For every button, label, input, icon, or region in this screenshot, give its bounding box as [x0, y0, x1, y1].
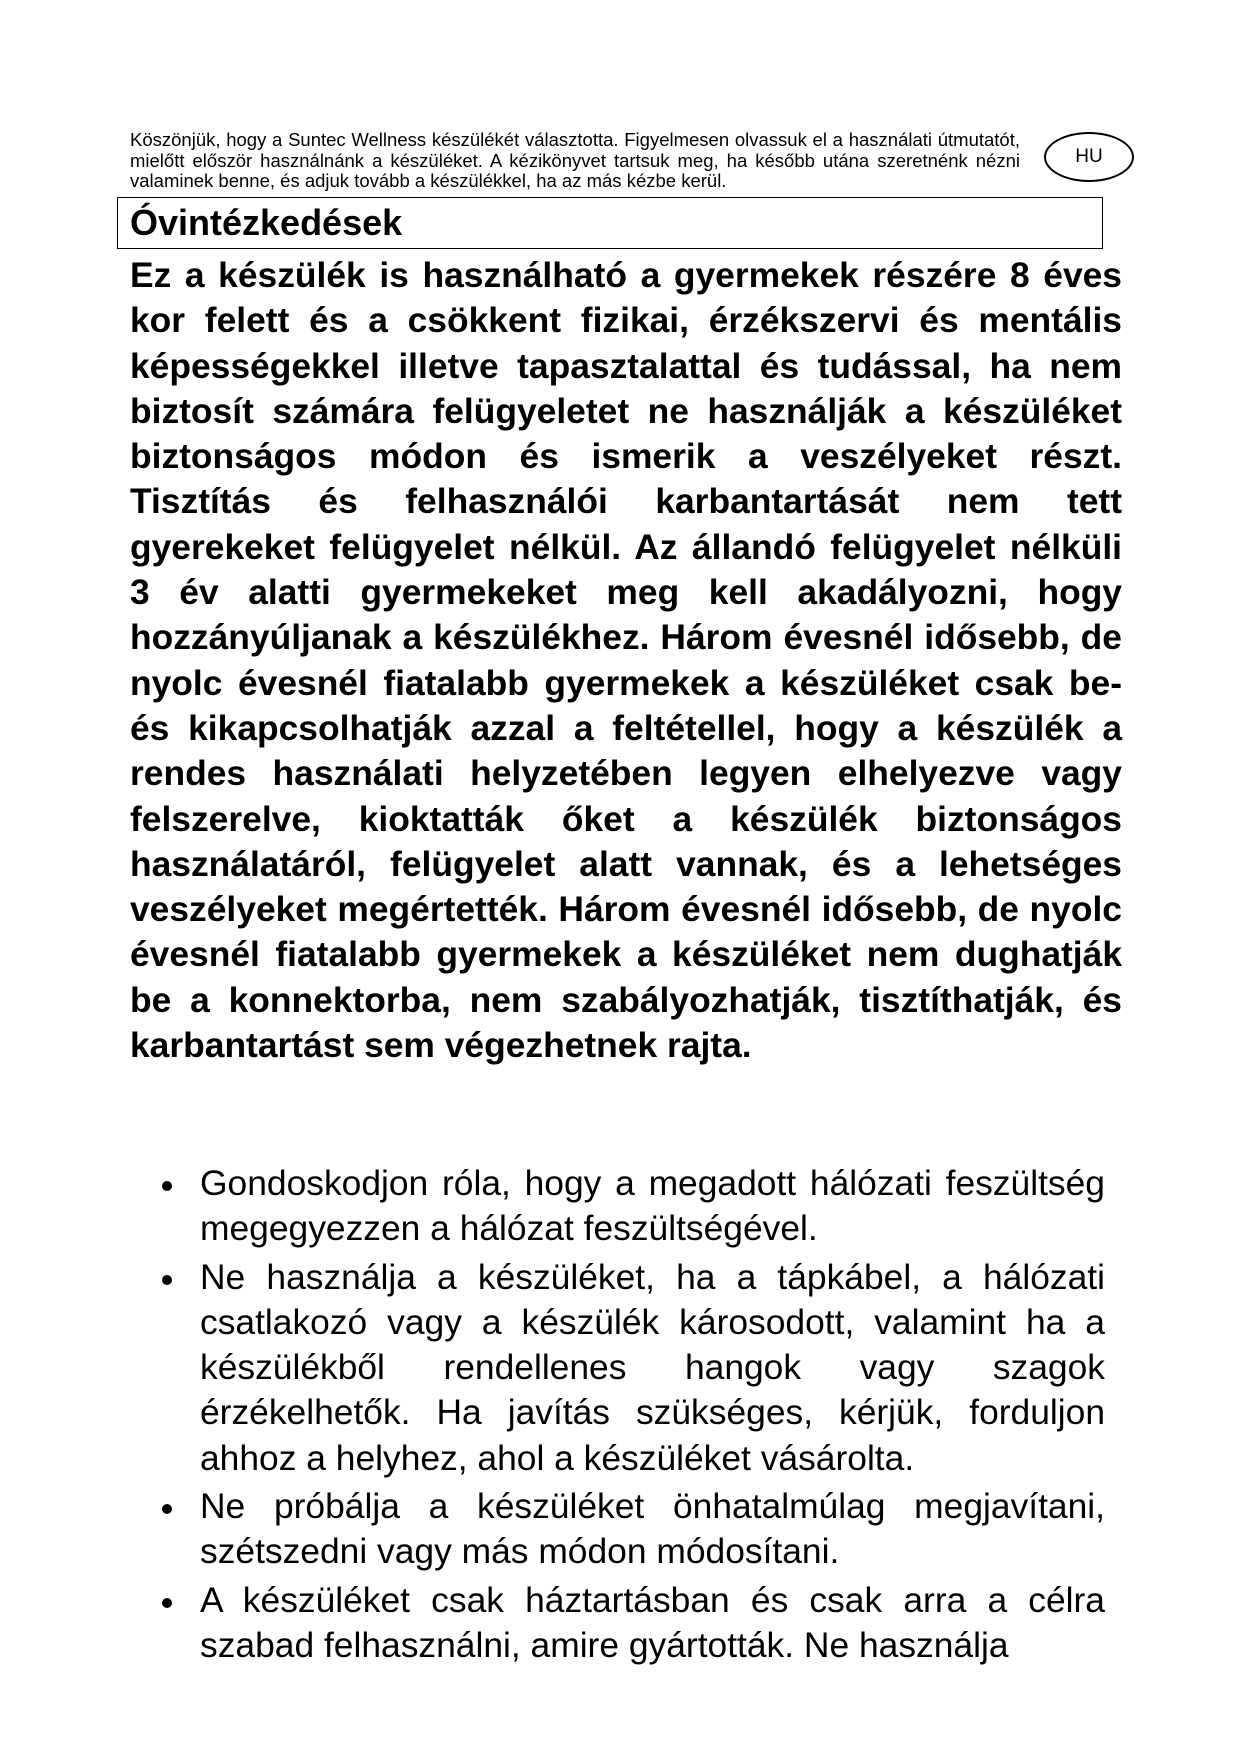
language-badge: HU	[1044, 132, 1134, 182]
list-item-text: A készüléket csak háztartásban és csak arra a célra szabad felhasználni, amire gyártották. Ne használja	[200, 1579, 1105, 1665]
list-item-text: Ne próbálja a készüléket önhatalmúlag megjavítani, szétszedni vagy más módon módosítani.	[200, 1486, 1105, 1572]
intro-paragraph: Köszönjük, hogy a Suntec Wellness készülékét választotta. Figyelmesen olvassuk el a használati útmutatót, mielőtt először használnánk a készüléket. A kézikönyvet tartsuk meg, ha később utána szeretnénk nézni valaminek benne, és adjuk tovább a készülékkel, ha az más kézbe kerül.	[130, 129, 1020, 191]
list-item	[130, 1255, 1105, 1481]
section-header-box	[117, 197, 1103, 249]
bullet-icon	[162, 1598, 172, 1608]
child-safety-warning: Ez a készülék is használható a gyermekek részére 8 éves kor felett és a csökkent fizikai, érzékszervi és mentális képességekkel illetve tapasztalattal és tudással, ha nem biztosít számára felügyeletet ne használják a készüléket biztonságos módon és ismerik a veszélyeket részt. Tisztítás és felhasználói karbantartását nem tett gyerekeket felügyelet nélkül. Az állandó felügyelet nélküli 3 év alatti gyermekeket meg kell akadályozni, hogy hozzányúljanak a készülékhez. Három évesnél idősebb, de nyolc évesnél fiatalabb gyermekek a készüléket csak be- és kikapcsolhatják azzal a feltétellel, hogy a készülék a rendes használati helyzetében legyen elhelyezve vagy felszerelve, kioktatták őket a készülék biztonságos használatáról, felügyelet alatt vannak, és a lehetséges veszélyeket megértették. Három évesnél idősebb, de nyolc évesnél fiatalabb gyermekek a készüléket nem dughatják be a konnektorba, nem szabályozhatják, tisztíthatják, és karbantartást sem végezhetnek rajta.	[130, 255, 1122, 1066]
list-item	[130, 1578, 1105, 1669]
bullet-icon	[162, 1504, 172, 1514]
bullet-icon	[162, 1181, 172, 1191]
list-item	[130, 1161, 1105, 1252]
bullet-icon	[162, 1275, 172, 1285]
list-item	[130, 1484, 1105, 1575]
precaution-list	[130, 1161, 1105, 1671]
list-item-text: Ne használja a készüléket, ha a tápkábel, a hálózati csatlakozó vagy a készülék károsodott, valamint ha a készülékből rendellenes hangok vagy szagok érzékelhetők. Ha javítás szükséges, kérjük, forduljon ahhoz a helyhez, ahol a készüléket vásárolta.	[200, 1256, 1105, 1478]
list-item-text: Gondoskodjon róla, hogy a megadott hálózati feszültség megegyezzen a hálózat feszültségével.	[200, 1163, 1105, 1249]
section-title: Óvintézkedések	[130, 202, 403, 243]
